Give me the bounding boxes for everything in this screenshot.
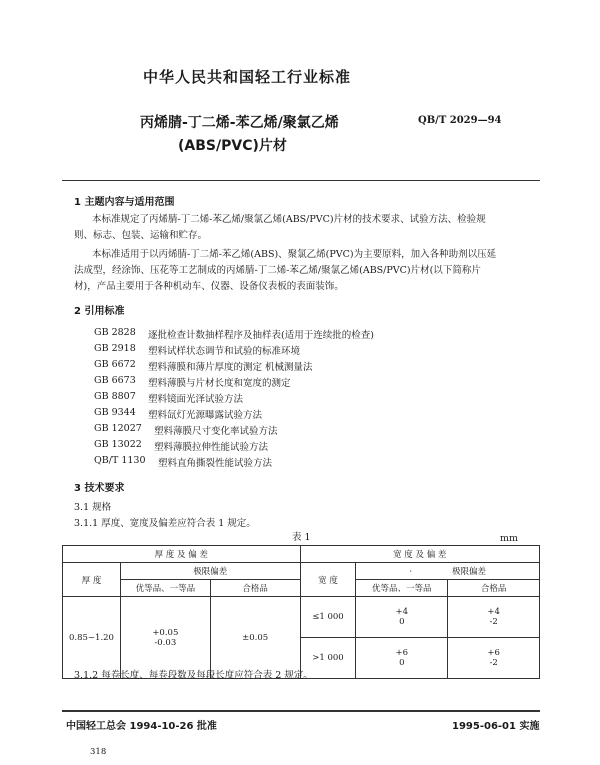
section-1-heading: 1 主题内容与适用范围 <box>74 197 175 208</box>
reference-title: 逐批检查计数抽样程序及抽样表(适用于连续批的检查) <box>148 330 374 341</box>
section-3-heading: 3 技术要求 <box>74 483 125 494</box>
section-1-para-1-line-2: 则、标志、包装、运输和贮存。 <box>74 230 208 241</box>
subsection-3-1-1: 3.1.1 厚度、宽度及偏差应符合表 1 规定。 <box>74 518 256 529</box>
thickness-excellent-minus: -0.03 <box>154 637 177 648</box>
reference-code: GB 8807 <box>94 391 136 402</box>
reference-code: GB 13022 <box>94 439 142 450</box>
width-excellent-tolerance <box>356 638 448 679</box>
reference-title: 塑料薄膜拉伸性能试验方法 <box>154 442 269 453</box>
section-1-para-2-line-3: 材)，产品主要用于各种机动车、仪器、设备仪表板的表面装饰。 <box>74 281 344 292</box>
width-qualified-tolerance <box>448 638 540 679</box>
reference-code: GB 2828 <box>94 327 136 338</box>
width-qualified-tolerance <box>448 597 540 638</box>
thickness-column-header: 厚 度 <box>63 563 121 597</box>
table-1 <box>62 545 540 679</box>
tolerance-plus: +6 <box>395 648 409 658</box>
width-excellent-tolerance <box>356 597 448 638</box>
approval-date: 中国轻工总会 1994-10-26 批准 <box>66 721 217 732</box>
thickness-grade-excellent: 优等品、一等品 <box>120 580 210 597</box>
reference-code: GB 2918 <box>94 343 136 354</box>
table-1-caption: 表 1 <box>292 532 311 543</box>
width-column-header: 宽 度 <box>300 563 356 597</box>
width-group-header: 宽 度 及 偏 差 <box>300 546 539 563</box>
tolerance-plus: +4 <box>487 607 500 617</box>
reference-code: GB 9344 <box>94 407 136 418</box>
thickness-range-cell: 0.85~1.20 <box>63 597 121 679</box>
reference-code: GB 6672 <box>94 359 136 370</box>
reference-title: 塑料薄膜尺寸变化率试验方法 <box>154 426 278 437</box>
reference-code: GB 12027 <box>94 423 142 434</box>
section-1-para-2-line-2: 法成型，经涂饰、压花等工艺制成的丙烯腈-丁二烯-苯乙烯/聚氯乙烯(ABS/PVC)片材(以下简称片 <box>74 265 481 276</box>
tolerance-minus: -2 <box>489 658 498 668</box>
reference-title: 塑料薄膜与片材长度和宽度的测定 <box>148 378 291 389</box>
thickness-grade-qualified: 合格品 <box>210 580 300 597</box>
section-1-para-1-line-1: 本标准规定了丙烯腈-丁二烯-苯乙烯/聚氯乙烯(ABS/PVC)片材的技术要求、试验方法、检验规 <box>92 214 486 225</box>
footer-divider <box>62 710 540 712</box>
reference-code: GB 6673 <box>94 375 136 386</box>
reference-title: 塑料氙灯光源曝露试验方法 <box>148 410 263 421</box>
standard-code: QB/T 2029—94 <box>418 115 502 126</box>
width-value-cell: >1 000 <box>300 638 356 679</box>
standard-category-title: 中华人民共和国轻工行业标准 <box>143 68 352 86</box>
thickness-excellent-tolerance <box>120 597 210 679</box>
tolerance-plus: +6 <box>487 648 500 658</box>
reference-title: 塑料试样状态调节和试验的标准环境 <box>148 346 301 357</box>
document-title-line-2: (ABS/PVC)片材 <box>178 138 287 154</box>
reference-title: 塑料薄膜和薄片厚度的测定 机械测量法 <box>148 362 313 373</box>
dot-mark: · <box>409 567 413 577</box>
width-tolerance-label: 极限偏差 <box>452 567 487 577</box>
thickness-excellent-plus: +0.05 <box>152 627 179 638</box>
subsection-3-1-2: 3.1.2 每卷长度、每卷段数及每段长度应符合表 2 规定。 <box>74 670 313 681</box>
thickness-tolerance-header: 极限偏差 <box>120 563 300 580</box>
reference-code: QB/T 1130 <box>94 455 146 466</box>
width-grade-qualified: 合格品 <box>448 580 540 597</box>
tolerance-plus: +4 <box>395 607 409 617</box>
header-divider <box>62 180 540 181</box>
section-2-heading: 2 引用标准 <box>74 306 125 317</box>
width-value-cell: ≤1 000 <box>300 597 356 638</box>
tolerance-minus: 0 <box>399 658 405 668</box>
thickness-group-header: 厚 度 及 偏 差 <box>63 546 301 563</box>
reference-title: 塑料直角撕裂性能试验方法 <box>158 458 273 469</box>
table-1-unit: mm <box>500 533 519 544</box>
width-grade-excellent: 优等品、一等品 <box>356 580 448 597</box>
tolerance-minus: -2 <box>489 617 498 627</box>
width-tolerance-header <box>356 563 540 580</box>
tolerance-minus: 0 <box>399 617 405 627</box>
document-title-line-1: 丙烯腈-丁二烯-苯乙烯/聚氯乙烯 <box>140 115 339 131</box>
effective-date: 1995-06-01 实施 <box>452 721 540 732</box>
section-1-para-2-line-1: 本标准适用于以丙烯腈-丁二烯-苯乙烯(ABS)、聚氯乙烯(PVC)为主要原料，加入各种助剂以压延 <box>92 249 497 260</box>
page-number: 318 <box>90 747 107 757</box>
subsection-3-1: 3.1 规格 <box>74 502 112 513</box>
thickness-qualified-tolerance: ±0.05 <box>210 597 300 679</box>
reference-title: 塑料镜面光泽试验方法 <box>148 394 244 405</box>
